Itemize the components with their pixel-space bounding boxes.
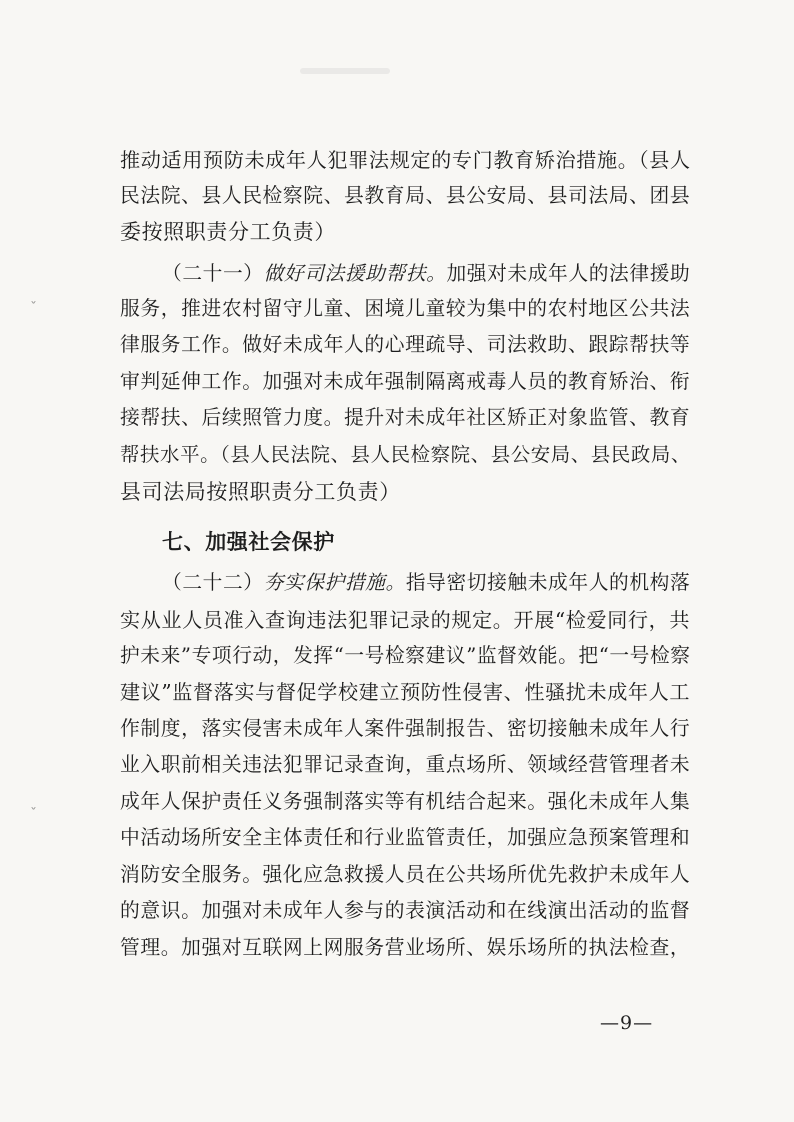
body-line bbox=[120, 676, 690, 708]
faint-header-smudge bbox=[300, 68, 390, 74]
body-line bbox=[120, 366, 690, 398]
body-line bbox=[120, 329, 690, 361]
line-text: 审判延伸工作。加强对未成年强制隔离戒毒人员的教育矫治、衔 bbox=[120, 370, 691, 393]
body-line bbox=[120, 786, 690, 818]
line-text: 县司法局按照职责分工负责） bbox=[120, 480, 401, 504]
line-text: 推动适用预防未成年人犯罪法规定的专门教育矫治措施。（县人 bbox=[120, 148, 691, 172]
body-line bbox=[120, 144, 691, 176]
body-line bbox=[120, 749, 690, 781]
item-title: 做好司法援助帮扶。 bbox=[263, 262, 447, 285]
body-line bbox=[120, 932, 690, 964]
line-text: 接帮扶、后续照管力度。提升对未成年社区矫正对象监管、教育 bbox=[120, 406, 691, 429]
line-text: 民法院、县人民检察院、县教育局、县公安局、县司法局、团县 bbox=[120, 184, 691, 207]
line-text: 加强对未成年人的法律援助 bbox=[446, 262, 691, 285]
body-line bbox=[120, 293, 690, 325]
line-text: 成年人保护责任义务强制落实等有机结合起来。强化未成年人集 bbox=[120, 790, 691, 813]
body-line bbox=[120, 180, 690, 212]
line-text: 律服务工作。做好未成年人的心理疏导、司法救助、跟踪帮扶等 bbox=[120, 333, 691, 356]
body-line bbox=[120, 402, 690, 434]
body-line-item-21 bbox=[162, 258, 690, 290]
line-text: 消防安全服务。强化应急救援人员在公共场所优先救护未成年人 bbox=[120, 863, 691, 886]
line-text: 建议”监督落实与督促学校建立预防性侵害、性骚扰未成年人工 bbox=[120, 680, 691, 704]
item-number: （二十一） bbox=[162, 262, 264, 285]
heading-text: 七、加强社会保护 bbox=[162, 530, 335, 554]
body-line bbox=[120, 604, 690, 636]
body-line bbox=[120, 895, 690, 927]
margin-mark: ˇ bbox=[30, 300, 37, 316]
item-title: 夯实保护措施。 bbox=[263, 571, 406, 594]
body-line bbox=[120, 859, 690, 891]
line-text: 作制度，落实侵害未成年人案件强制报告、密切接触未成年人行 bbox=[120, 717, 691, 740]
margin-mark: ˇ bbox=[30, 806, 37, 822]
line-text: 护未来”专项行动，发挥“一号检察建议”监督效能。把“一号检察 bbox=[120, 644, 691, 667]
line-text: 管理。加强对互联网上网服务营业场所、娱乐场所的执法检查， bbox=[120, 936, 691, 959]
body-line bbox=[120, 822, 690, 854]
line-text: 业入职前相关违法犯罪记录查询，重点场所、领域经营管理者未 bbox=[120, 753, 691, 776]
page-number: —9— bbox=[600, 1012, 654, 1034]
body-line bbox=[120, 439, 691, 471]
body-line bbox=[120, 713, 690, 745]
line-text: 服务，推进农村留守儿童、困境儿童较为集中的农村地区公共法 bbox=[120, 297, 691, 320]
line-text: 中活动场所安全主体责任和行业监管责任，加强应急预案管理和 bbox=[120, 826, 691, 849]
section-heading bbox=[162, 526, 335, 558]
line-text: 委按照职责分工负责） bbox=[120, 220, 336, 244]
item-number: （二十二） bbox=[162, 571, 264, 594]
line-text: 帮扶水平。（县人民法院、县人民检察院、县公安局、县民政局、 bbox=[120, 443, 691, 466]
body-line bbox=[120, 216, 336, 248]
body-line bbox=[120, 640, 691, 672]
body-line-item-22 bbox=[162, 567, 690, 599]
line-text: 指导密切接触未成年人的机构落 bbox=[405, 571, 691, 594]
line-text: 的意识。加强对未成年人参与的表演活动和在线演出活动的监督 bbox=[120, 899, 691, 922]
body-line bbox=[120, 476, 401, 508]
line-text: 实从业人员准入查询违法犯罪记录的规定。开展“检爱同行，共 bbox=[120, 608, 691, 632]
